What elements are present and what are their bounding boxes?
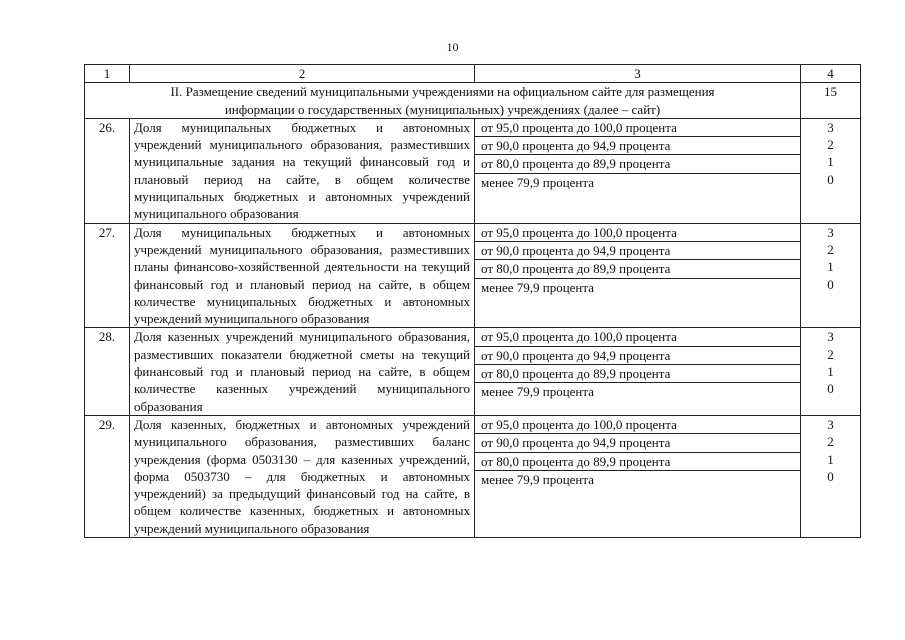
indicator-description: Доля казенных, бюджетных и автономных учреждений муниципального образования, разместивших баланс учреждения (форма 0503130 – для казенных учреждений, форма 0503730 – для бюджетных и автономных учреждений) за предыдущий финансовый год на сайте, в общем количестве казенных, бюджетных и автономных учреждений муниципального образования	[130, 415, 475, 537]
criterion-score: 0	[827, 468, 834, 484]
indicators-table-body	[85, 65, 861, 538]
score-cell	[801, 223, 861, 328]
column-numbers-row	[85, 65, 861, 83]
criterion-score: 0	[827, 171, 834, 187]
indicator-row	[85, 328, 861, 415]
criteria-cell	[475, 415, 801, 537]
criterion-score: 0	[827, 381, 834, 397]
criterion-label: от 90,0 процента до 94,9 процента	[475, 242, 800, 260]
criterion-score: 3	[827, 119, 834, 135]
criterion-score: 2	[827, 434, 834, 450]
column-number: 1	[85, 65, 130, 83]
criterion-label: от 95,0 процента до 100,0 процента	[475, 119, 800, 137]
column-number: 4	[801, 65, 861, 83]
score-cell	[801, 118, 861, 223]
criterion-score: 1	[827, 364, 834, 380]
criteria-cell	[475, 118, 801, 223]
criterion-label: от 95,0 процента до 100,0 процента	[475, 416, 800, 434]
criterion-label: от 80,0 процента до 89,9 процента	[475, 155, 800, 173]
criterion-label: от 80,0 процента до 89,9 процента	[475, 260, 800, 278]
criterion-label: от 80,0 процента до 89,9 процента	[475, 453, 800, 471]
criterion-label: менее 79,9 процента	[481, 384, 594, 400]
criterion-label: менее 79,9 процента	[481, 471, 594, 487]
section-score: 15	[801, 83, 861, 119]
criterion-score: 3	[827, 224, 834, 240]
indicators-table	[84, 64, 861, 538]
indicator-description: Доля казенных учреждений муниципального образования, разместивших показатели бюджетной сметы на текущий финансовый год и плановый период на сайте, в общем количестве казенных учреждений муниципального образования	[130, 328, 475, 415]
criterion-score: 2	[827, 137, 834, 153]
page-number: 10	[446, 40, 459, 54]
indicator-number: 29.	[85, 415, 130, 537]
section-header-row	[85, 83, 861, 119]
criterion-label: от 90,0 процента до 94,9 процента	[475, 434, 800, 452]
column-number: 3	[475, 65, 801, 83]
criterion-score: 3	[827, 329, 834, 345]
score-cell	[801, 415, 861, 537]
indicator-row	[85, 223, 861, 328]
indicator-row	[85, 118, 861, 223]
criterion-score: 1	[827, 451, 834, 467]
criteria-cell	[475, 223, 801, 328]
criterion-label: менее 79,9 процента	[481, 279, 594, 295]
criterion-score: 2	[827, 241, 834, 257]
criterion-score: 1	[827, 154, 834, 170]
criterion-score: 0	[827, 276, 834, 292]
criterion-score: 3	[827, 416, 834, 432]
criteria-cell	[475, 328, 801, 415]
section-title-line: информации о государственных (муниципальных) учреждениях (далее – сайт)	[224, 101, 661, 117]
score-cell	[801, 328, 861, 415]
indicator-number: 26.	[85, 118, 130, 223]
section-title	[85, 83, 801, 119]
section-title-line: II. Размещение сведений муниципальными учреждениями на официальном сайте для размещения	[170, 84, 715, 100]
criterion-score: 2	[827, 346, 834, 362]
criterion-label: от 95,0 процента до 100,0 процента	[475, 328, 800, 346]
indicator-number: 28.	[85, 328, 130, 415]
indicator-number: 27.	[85, 223, 130, 328]
criterion-label: от 90,0 процента до 94,9 процента	[475, 347, 800, 365]
indicator-description: Доля муниципальных бюджетных и автономных учреждений муниципального образования, разместивших муниципальные задания на текущий финансовый год и плановый период на сайте, в общем количестве муниципальных бюджетных и автономных учреждений муниципального образования	[130, 118, 475, 223]
column-number: 2	[130, 65, 475, 83]
criterion-label: от 90,0 процента до 94,9 процента	[475, 137, 800, 155]
indicator-description: Доля муниципальных бюджетных и автономных учреждений муниципального образования, разместивших планы финансово-хозяйственной деятельности на текущий финансовый год и плановый период на сайте, в общем количестве муниципальных бюджетных и автономных учреждений муниципального образования	[130, 223, 475, 328]
criterion-label: менее 79,9 процента	[481, 174, 594, 190]
indicator-row	[85, 415, 861, 537]
criterion-score: 1	[827, 259, 834, 275]
criterion-label: от 95,0 процента до 100,0 процента	[475, 224, 800, 242]
criterion-label: от 80,0 процента до 89,9 процента	[475, 365, 800, 383]
